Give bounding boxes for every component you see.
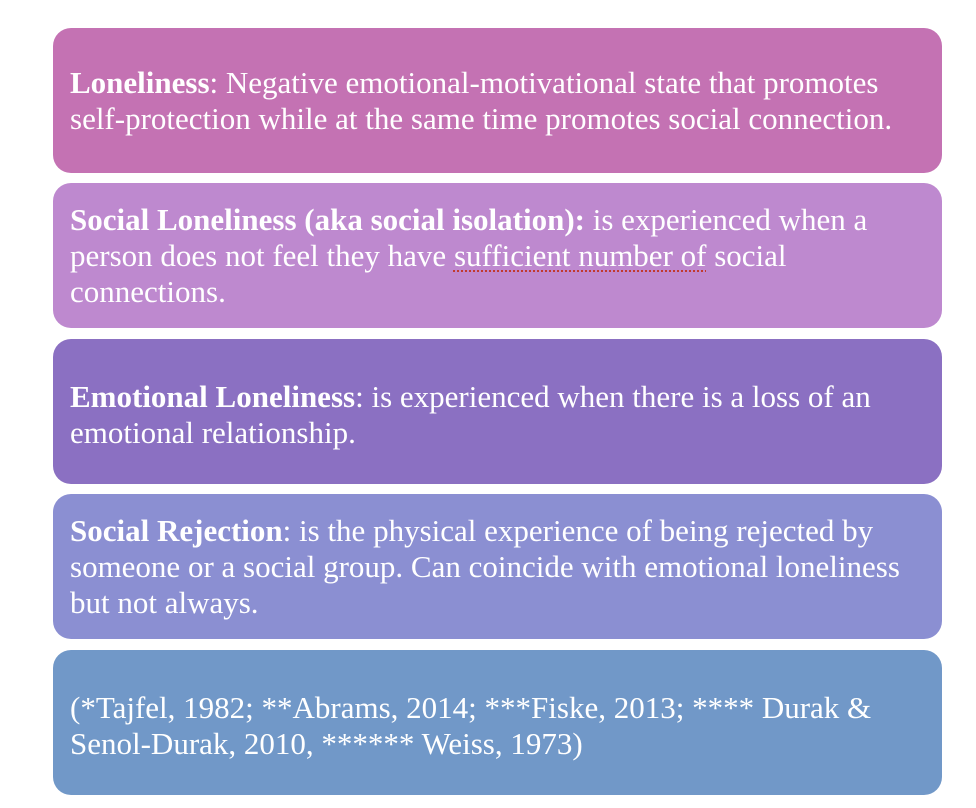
citations-box: [53, 650, 942, 795]
social-rejection-term: Social Rejection: [70, 512, 283, 548]
emotional-loneliness-separator: :: [355, 378, 364, 414]
loneliness-separator: :: [209, 64, 219, 100]
loneliness-definition-text: [70, 65, 924, 137]
social-loneliness-definition-text: [70, 202, 924, 310]
emotional-loneliness-definition-text: [70, 373, 924, 451]
citations-text: (*Tajfel, 1982; **Abrams, 2014; ***Fiske, 2013; **** Durak & Senol-Durak, 2010, ****** Weiss, 1973): [70, 689, 872, 761]
loneliness-definition-box: [53, 28, 942, 173]
social-loneliness-definition-end: social connections.: [70, 237, 787, 309]
emotional-loneliness-definition-box: [53, 339, 942, 484]
emotional-loneliness-definition: is experienced when there is a loss of an emotional relationship.: [70, 378, 871, 450]
social-rejection-definition: is the physical experience of being rejected by someone or a social group. Can coincide with emotional loneliness but not always.: [70, 512, 900, 620]
social-loneliness-definition-box: [53, 183, 942, 328]
social-loneliness-definition-start: is experienced when a person does not feel they have: [70, 201, 868, 273]
loneliness-definition: Negative emotional-motivational state that promotes self-protection while at the same time promotes social connection.: [70, 64, 893, 136]
spellcheck-flagged-phrase[interactable]: sufficient number of: [453, 237, 707, 273]
emotional-loneliness-term: Emotional Loneliness: [70, 378, 356, 414]
social-rejection-separator: :: [282, 512, 292, 548]
loneliness-term: Loneliness: [70, 64, 210, 100]
social-rejection-definition-text: [70, 513, 924, 621]
social-rejection-definition-box: [53, 494, 942, 639]
social-loneliness-term: Social Loneliness (aka social isolation):: [70, 201, 585, 237]
